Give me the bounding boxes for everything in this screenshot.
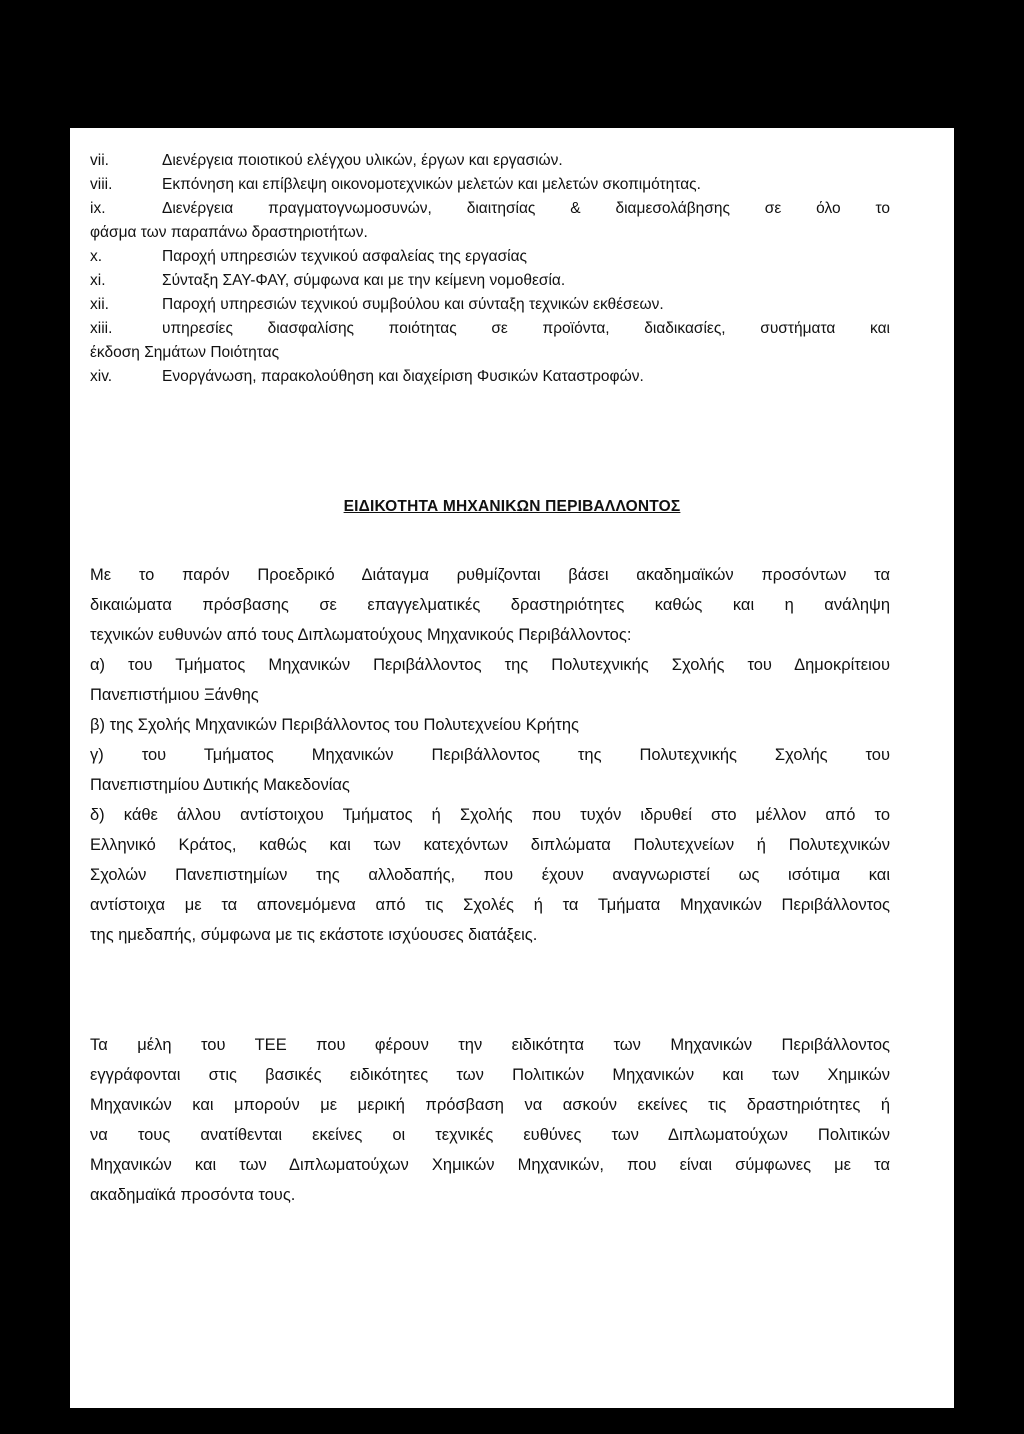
paragraph-line: Τα μέλη του ΤΕΕ που φέρουν την ειδικότητα των Μηχανικών Περιβάλλοντος xyxy=(90,1036,890,1054)
list-text: Παροχή υπηρεσιών τεχνικού συμβούλου και σύνταξη τεχνικών εκθέσεων. xyxy=(162,296,664,313)
paragraph-line: εγγράφονται στις βασικές ειδικότητες των Πολιτικών Μηχανικών και των Χημικών xyxy=(90,1066,890,1084)
list-text: υπηρεσίες διασφαλίσης ποιότητας σε προϊόντα, διαδικασίες, συστήματα και xyxy=(162,320,890,337)
paragraph-line: β) της Σχολής Μηχανικών Περιβάλλοντος του Πολυτεχνείου Κρήτης xyxy=(90,716,579,734)
list-item-x xyxy=(90,246,890,268)
list-item-xiv xyxy=(90,366,890,388)
paragraph-line: να τους ανατίθενται εκείνες οι τεχνικές ευθύνες των Διπλωματούχων Πολιτικών xyxy=(90,1126,890,1144)
paragraph-line: αντίστοιχα με τα απονεμόμενα από τις Σχολές ή τα Τμήματα Μηχανικών Περιβάλλοντος xyxy=(90,896,890,914)
list-item-ix xyxy=(90,198,890,220)
paragraph-line: Πανεπιστήμιου Ξάνθης xyxy=(90,686,259,704)
list-item-vii xyxy=(90,150,890,172)
list-item-xi xyxy=(90,270,890,292)
paragraph-line: δ) κάθε άλλου αντίστοιχου Τμήματος ή Σχολής που τυχόν ιδρυθεί στο μέλλον από το xyxy=(90,806,890,824)
paragraph-eligibility xyxy=(90,560,890,950)
list-text: Ενοργάνωση, παρακολούθηση και διαχείριση Φυσικών Καταστροφών. xyxy=(162,368,644,385)
list-text: Διενέργεια πραγματογνωμοσυνών, διαιτησίας & διαμεσολάβησης σε όλο το xyxy=(162,200,890,217)
list-number: ix. xyxy=(90,200,106,217)
list-item-viii xyxy=(90,174,890,196)
list-number: xiv. xyxy=(90,368,113,385)
list-text: Παροχή υπηρεσιών τεχνικού ασφαλείας της εργασίας xyxy=(162,248,528,265)
list-text: Εκπόνηση και επίβλεψη οικονομοτεχνικών μελετών και μελετών σκοπιμότητας. xyxy=(162,176,701,193)
paragraph-line: Μηχανικών και μπορούν με μερική πρόσβαση να ασκούν εκείνες τις δραστηριότητες ή xyxy=(90,1096,890,1114)
section-heading: ΕΙΔΙΚΟΤΗΤΑ ΜΗΧΑΝΙΚΩΝ ΠΕΡΙΒΑΛΛΟΝΤΟΣ xyxy=(343,498,681,515)
list-number: xii. xyxy=(90,296,109,313)
paragraph-line: Πανεπιστημίου Δυτικής Μακεδονίας xyxy=(90,776,350,794)
paragraph-line: της ημεδαπής, σύμφωνα με τις εκάστοτε ισχύουσες διατάξεις. xyxy=(90,926,538,944)
document-page xyxy=(70,128,954,1408)
list-text: Διενέργεια ποιοτικού ελέγχου υλικών, έργων και εργασιών. xyxy=(162,152,563,169)
paragraph-tee-members xyxy=(90,1030,890,1210)
list-text: Σύνταξη ΣΑΥ-ΦΑΥ, σύμφωνα και με την κείμενη νομοθεσία. xyxy=(162,272,566,289)
paragraph-line: δικαιώματα πρόσβασης σε επαγγελματικές δραστηριότητες καθώς και η ανάληψη xyxy=(90,596,890,614)
paragraph-line: τεχνικών ευθυνών από τους Διπλωματούχους Μηχανικούς Περιβάλλοντος: xyxy=(90,626,632,644)
list-text-continuation: φάσμα των παραπάνω δραστηριοτήτων. xyxy=(90,224,368,241)
list-item-xiii xyxy=(90,318,890,340)
list-number: vii. xyxy=(90,152,109,169)
list-number: x. xyxy=(90,248,103,265)
list-number: xiii. xyxy=(90,320,113,337)
list-item-xii xyxy=(90,294,890,316)
paragraph-line: Μηχανικών και των Διπλωματούχων Χημικών Μηχανικών, που είναι σύμφωνες με τα xyxy=(90,1156,890,1174)
paragraph-line: ακαδημαϊκά προσόντα τους. xyxy=(90,1186,296,1204)
paragraph-line: α) του Τμήματος Μηχανικών Περιβάλλοντος της Πολυτεχνικής Σχολής του Δημοκρίτειου xyxy=(90,656,890,674)
paragraph-line: Με το παρόν Προεδρικό Διάταγμα ρυθμίζονται βάσει ακαδημαϊκών προσόντων τα xyxy=(90,566,890,584)
paragraph-line: Σχολών Πανεπιστημίων της αλλοδαπής, που έχουν αναγνωριστεί ως ισότιμα και xyxy=(90,866,890,884)
list-number: xi. xyxy=(90,272,106,289)
paragraph-line: γ) του Τμήματος Μηχανικών Περιβάλλοντος της Πολυτεχνικής Σχολής του xyxy=(90,746,890,764)
paragraph-line: Ελληνικό Κράτος, καθώς και των κατεχόντων διπλώματα Πολυτεχνείων ή Πολυτεχνικών xyxy=(90,836,890,854)
list-text-continuation: έκδοση Σημάτων Ποιότητας xyxy=(90,344,280,361)
list-number: viii. xyxy=(90,176,113,193)
